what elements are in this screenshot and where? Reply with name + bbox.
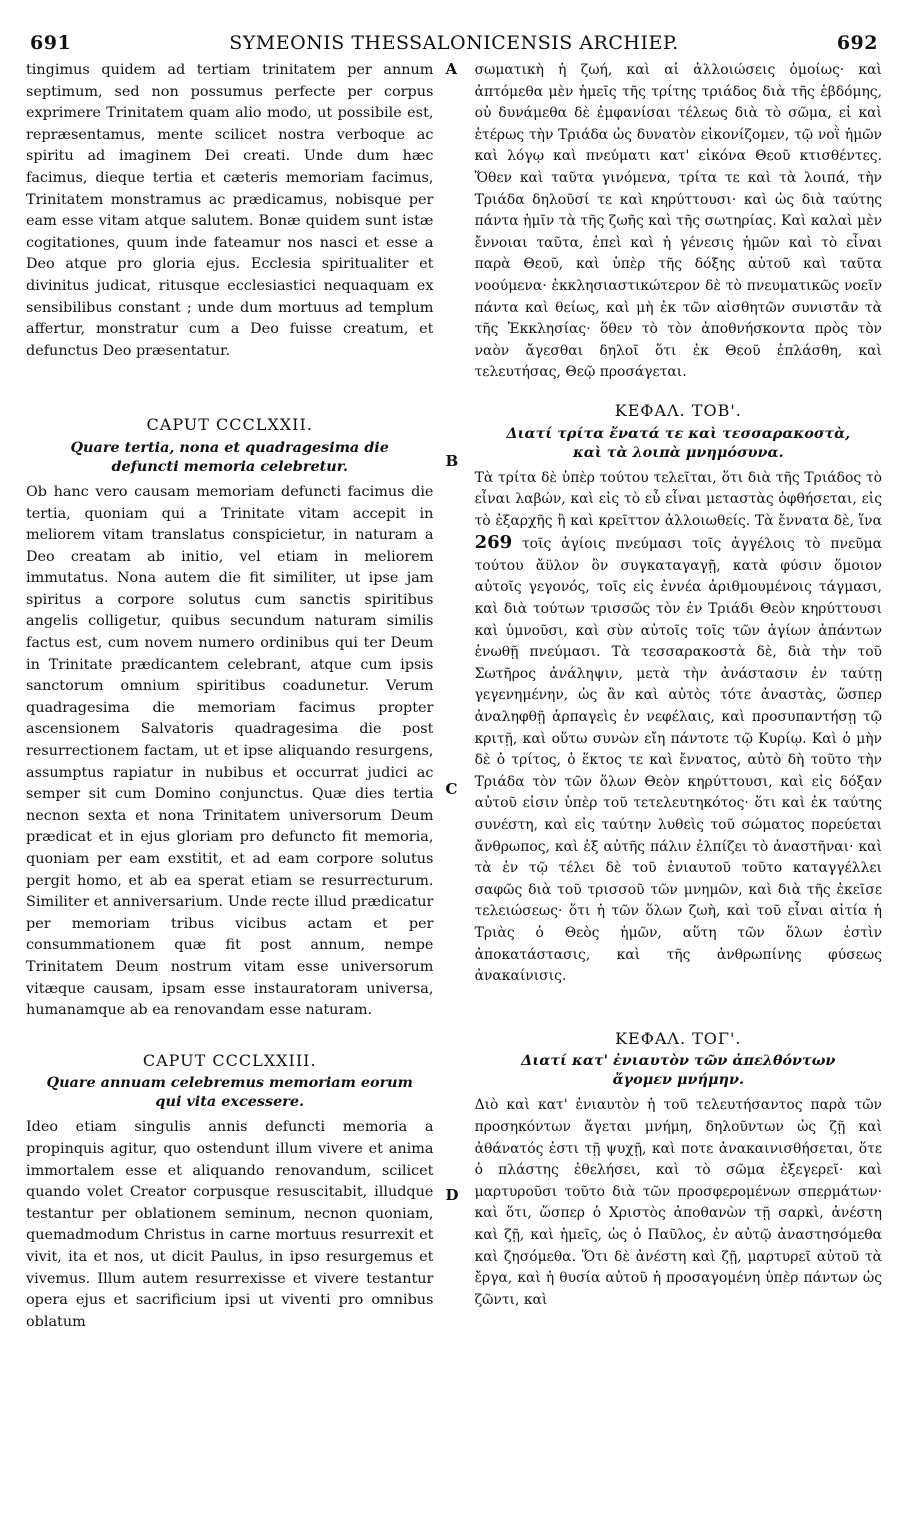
running-title: SYMEONIS THESSALONICENSIS ARCHIEP. [229,32,679,54]
margin-gutter [443,60,460,1333]
greek-paragraph-2 [475,468,882,988]
greek-column [461,60,882,1333]
greek-paragraph-2a: Τὰ τρίτα δὲ ὑπὲρ τούτου τελεῖται, ὅτι διὰ τῆς Τριάδος τὸ εἶναι λαβών, καὶ εἰς τὸ εὖ εἶναι μεταστὰς ὀφθήσεται, εἰς τὸ ἐξαρχῆς ἢ καὶ κρεῖττον ἀλλοιωθείς. Τὰ ἔννατα δὲ, ἵνα [474,469,883,529]
greek-chapter-heading-1: ΚΕΦΑΛ. ΤΟΒ'. [614,400,742,420]
latin-paragraph-3: Ideo etiam singulis annis defuncti memoria a propinquis agitur, quo ostendunt illum vivere et anima immortalem esse et aliquando renovandum, scilicet quando volet Creator corpusque resuscitabit, illudque testantur per oblationem seminum, necnon quoniam, quemadmodum Christus in carne mortuus resurrexit et vivit, ita et nos, ut dicit Paulus, in ipso resurgemus et vivemus. Illum autem resurrexisse et vivere testantur opera ejus et sacrificium ipsi ut viventi pro omnibus oblatum [26,1119,434,1330]
two-column-body [26,60,882,1333]
greek-chapter-subtitle-2: Διατί κατ' ἐνιαυτὸν τῶν ἀπελθόντων ἄγομεν μνήμην. [521,1052,836,1089]
margin-letter-a: A [445,60,458,78]
greek-paragraph-2b: τοῖς ἁγίοις πνεύμασι τοῖς ἀγγέλοις τὸ πνεῦμα τούτου ἄϋλον ὂν συγκαταγαγῇ, κατὰ φύσιν ὅμοιον αὐτοῖς γεγονός, τοῖς εἰς ἐννέα ἀριθμουμένοις τάγμασι, καὶ διὰ τούτων τρισσῶς τὸν ἐν Τριάδι Θεὸν κηρύττουσι καὶ ὑμνοῦσι, καὶ σὺν αὐτοῖς τοῖς τῶν ἁγίων ἁπάντων ἑνωθῇ πνεύμασι. Τὰ τεσσαρακοστὰ δὲ, διὰ τὴν τοῦ Σωτῆρος ἀνάληψιν, μετὰ τὴν ἀνάστασιν ἐν ταύτῃ γεγενημένην, ὡς ἂν καὶ αὐτὸς τότε ἀναστὰς, ὥσπερ ἀναληφθῇ ἁρπαγεὶς ἐν νεφέλαις, καὶ προσυπαντήσῃ τῷ κριτῇ, καὶ οὕτω συνὼν εἴη πάντοτε τῷ Κυρίῳ. Καὶ ὁ μὴν δὲ ὁ τρίτος, ὁ ἕκτος τε καὶ ἔννατος, αὐτὸ δὴ τοῦτο τὴν Τριάδα τὸν τῶν ὅλων Θεὸν κηρύττουσι, καὶ εἰς δόξαν αὐτοῦ εἰσιν ὑπὲρ τοῦ τετελευτηκότος· ὅτι καὶ ἐκ ταύτης συνέστη, καὶ εἰς ταύτην λυθεὶς τοῦ σώματος πορεύεται ἄνθρωπος, καὶ ἐξ αὐτῆς πάλιν ἐλπίζει τὸ ἀναστῆναι· καὶ τὰ ἐν τῷ τέλει δὲ τοῦ ἐνιαυτοῦ τοῦτο καταγγέλλει σαφῶς διὰ τοῦ τρισσοῦ τῶν μνημῶν, καὶ διὰ τῆς ἐκεῖσε τελειώσεως· ὅτι ἡ τῶν ὅλων ζωὴ, καὶ τοῦ εἶναι αἰτία ἡ Τριὰς ὁ Θεὸς ἡμῶν, αὕτη τῶν ὅλων ἐστὶν ἀποκατάστασις, καὶ τῆς ἀνθρωπίνης φύσεως ἀνακαίνισις. [474,536,883,985]
latin-chapter-subtitle-2: Quare annuam celebremus memoriam eorum qui vita excessere. [46,1074,413,1111]
greek-paragraph-1: σωματικὴ ἡ ζωή, καὶ αἱ ἀλλοιώσεις ὁμοίως· καὶ ἀπτόμεθα μὲν ἡμεῖς τῆς τρίτης τριάδος διὰ τῆς ἑβδόμης, οὐ δυνάμεθα δὲ ἐμφανίσαι τέλεως διὰ τὸ σῶμα, εἰ καὶ ἑτέρως τὴν Τριάδα ὡς δυνατὸν εἰκονίζομεν, τῷ νοῒ ἡμῶν καὶ λόγῳ καὶ πνεύματι κατ' εἰκόνα Θεοῦ κτισθέντες. Ὅθεν καὶ ταῦτα γινόμενα, τρίτα τε καὶ τὰ λοιπά, τὴν Τριάδα δηλοῦσί τε καὶ κηρύττουσι· καὶ ὡς διὰ ταύτης πάντα ἡμῖν τὰ τῆς ζωῆς καὶ τῆς σωτηρίας. Καὶ καλαὶ μὲν ἔννοιαι ταῦτα, ἐπεὶ καὶ ἡ γένεσις ἡμῶν καὶ τὸ εἶναι παρὰ Θεοῦ, καὶ ὑπὲρ τῆς δόξης αὐτοῦ καὶ ταῦτα νοούμενα· ἐκκλησιαστικώτερον δὲ τὸ πνευματικῶς νοεῖν πάντα καὶ θείως, καὶ μὴ ἐκ τῶν αἰσθητῶν συνιστᾶν τὰ τῆς Ἐκκλησίας· ὅθεν τὸ τὸν ἀποθνήσκοντα πρὸς τὸν ναὸν ἄγεσθαι δηλοῖ ὅτι ἐκ Θεοῦ ἐπλάσθη, καὶ τελευτήσας, Θεῷ προσάγεται. [474,62,883,381]
latin-column [26,60,443,1333]
latin-paragraph-1: tingimus quidem ad tertiam trinitatem per annum septimum, sed non possumus perfecte per corpus exprimere Trinitatem quam alio modo, ut possibile est, repræsentamus, mente scilicet nostra verboque ac spiritu ad imaginem Dei creati. Unde dum hæc facimus, dieque tertia et cæteris memoriam facimus, Trinitatem monstramus ac prædicamus, nobisque per eam esse vitam atque salutem. Bonæ quidem sunt istæ cogitationes, quum inde fateamur nos nasci et esse a Deo atque pro gloria ejus. Ecclesia spiritualiter et divinitus judicat, ritusque ecclesiastici nequaquam ex sensibilibus constant ; unde dum mortuus ad templum affertur, monstratur cum a Deo fuisse creatum, et defunctus Deo præsentatur. [26,62,434,359]
latin-chapter-heading-2: CAPUT CCCLXXIII. [142,1050,317,1070]
page-number-right: 692 [836,32,878,54]
greek-paragraph-3: Διὸ καὶ κατ' ἐνιαυτὸν ἡ τοῦ τελευτήσαντος παρὰ τῶν προσηκόντων ἄγεται μνήμη, δηλοῦντων ὡς ζῇ καὶ ἀθάνατός ἐστι τῇ ψυχῇ, καὶ ποτε ἀνακαινισθήσεται, ὅτε ὁ πλάστης ἐθελήσει, καὶ τὸ σῶμα ἐξεγερεῖ· καὶ μαρτυροῦσι τοῦτο διὰ τῶν προσφερομένων σπερμάτων· καὶ ὅτι, ὥσπερ ὁ Χριστὸς ἀποθανὼν τῇ σαρκὶ, ἀνέστη καὶ ζῇ, καὶ ἡμεῖς, ὡς ὁ Παῦλος, ἐν αὐτῷ ἀναστησόμεθα καὶ ζησόμεθα. Ὅτι δὲ ἀνέστη καὶ ζῇ, μαρτυρεῖ αὐτοῦ τὰ ἔργα, καὶ ἡ θυσία αὐτοῦ ἡ προσαγομένη ὑπὲρ πάντων ὡς ζῶντι, καὶ [474,1097,883,1308]
column-number: 269 [474,532,513,554]
page-number-left: 691 [30,32,72,54]
margin-letter-c: C [445,780,458,798]
margin-letter-b: B [445,452,459,470]
running-header [26,28,882,60]
latin-paragraph-2: Ob hanc vero causam memoriam defuncti facimus die tertia, quoniam qui a Trinitate vitam accepit in meliorem vitam translatus conspicietur, in naturam a Deo creatam ab initio, vel etiam in meliorem immutatus. Nona autem die fit similiter, ut ipse jam spiritus a corpore solutus cum sanctis spiritibus angelis colligetur, quibus secundum naturam similis factus est, cum novem numero ordinibus qui ter Deum in Trinitate prædicantem celebrant, atque cum ipsis sanctorum omnium spiritibus coadunetur. Verum quadragesima die memoriam facimus propter ascensionem Salvatoris quadragesima die post resurrectionem factam, ut et ipse aliquando resurgens, assumptus rapiatur in nubibus et occurrat judici ac semper sit cum Domino conjunctus. Quæ dies tertia necnon sexta et nona Trinitatem universorum Deum prædicat et in ejus gloriam pro defuncto fit memoria, quoniam per eam exstitit, et ad eam corpore solutus pergit homo, et ab ea sperat etiam se resurrecturum. Similiter et anniversarium. Unde recte illud prædicatur per memoriam tribus vicibus actam et per consummationem quæ fit post annum, nempe Trinitatem Deum nostrum vitam esse universorum vitæque causam, ipsam esse instauratoram universa, humanamque ab ea renovandam esse naturam. [26,483,434,1019]
greek-chapter-heading-2: ΚΕΦΑΛ. ΤΟΓ'. [615,1028,742,1048]
margin-letter-d: D [445,1186,459,1204]
greek-chapter-subtitle-1: Διατί τρίτα ἔνατά τε καὶ τεσσαρακοστὰ, καὶ τὰ λοιπὰ μνημόσυνα. [506,424,851,461]
latin-chapter-subtitle-1: Quare tertia, nona et quadragesima die defuncti memoria celebretur. [70,438,389,475]
latin-chapter-heading-1: CAPUT CCCLXXII. [146,415,313,435]
